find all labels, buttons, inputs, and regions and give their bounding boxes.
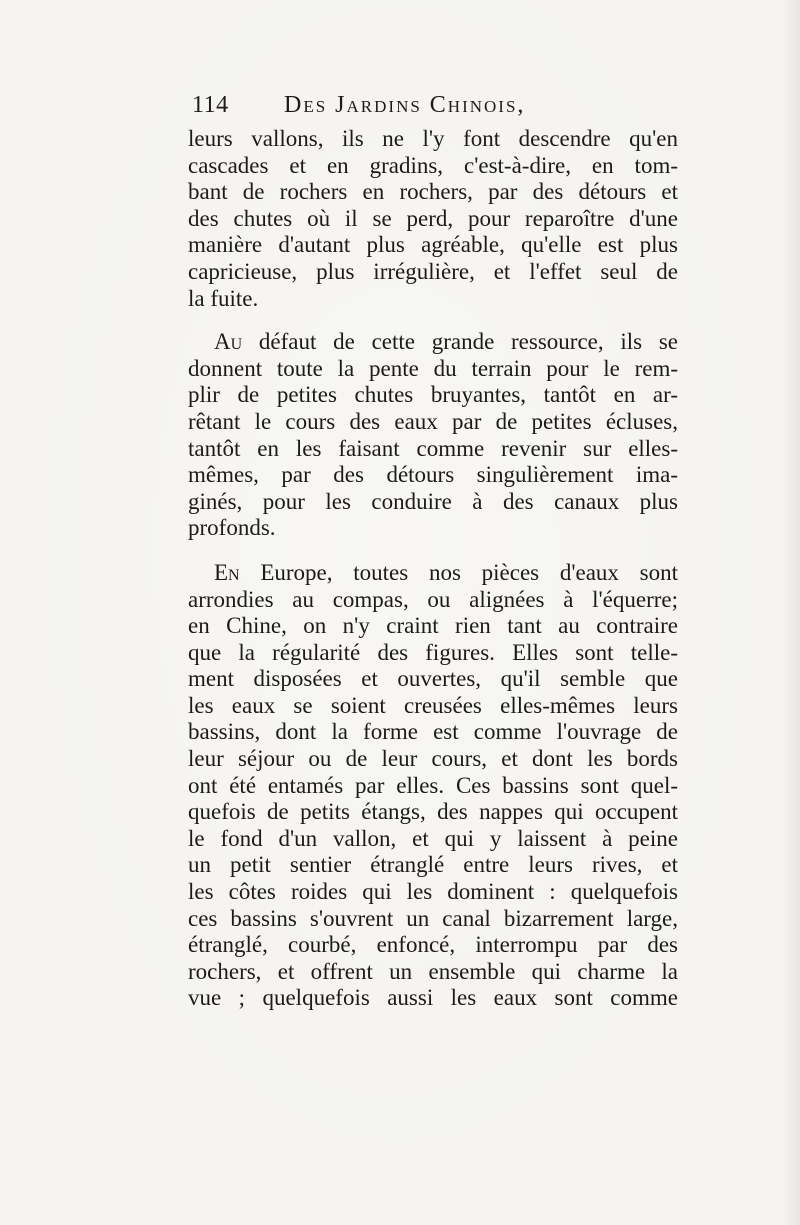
text-line: arrondies au compas, ou alignées à l'équerre; — [188, 586, 678, 612]
text-line: cascades et en gradins, c'est-à-dire, en tom- — [188, 152, 678, 178]
text-line: étranglé, courbé, enfoncé, interrompu par des — [188, 932, 678, 958]
text-line: en Chine, on n'y craint rien tant au contraire — [188, 613, 678, 639]
text-line: mêmes, par des détours singulièrement ima- — [188, 462, 678, 488]
paragraph-gap — [188, 542, 678, 560]
paragraph-3 — [188, 560, 678, 1012]
page-edge-shadow — [782, 0, 800, 1225]
text-line: plir de petites chutes bruyantes, tantôt en ar- — [188, 382, 678, 408]
text-line: donnent toute la pente du terrain pour le rem- — [188, 355, 678, 381]
text-line: les côtes roides qui les dominent : quelquefois — [188, 879, 678, 905]
text-line: ont été entamés par elles. Ces bassins sont quel- — [188, 772, 678, 798]
text-line: quefois de petits étangs, des nappes qui occupent — [188, 799, 678, 825]
paragraph-1 — [188, 126, 678, 312]
text-fragment: défaut de cette grande ressource, ils se — [242, 329, 678, 355]
paragraph-lead: En — [214, 559, 240, 585]
text-line: ginés, pour les conduire à des canaux plus — [188, 488, 678, 514]
text-line: bant de rochers en rochers, par des détours et — [188, 179, 678, 205]
text-line — [188, 560, 678, 587]
text-line: leur séjour ou de leur cours, et dont les bords — [188, 746, 678, 772]
text-line: le fond d'un vallon, et qui y laissent à peine — [188, 825, 678, 851]
text-line: ces bassins s'ouvrent un canal bizarrement large, — [188, 905, 678, 931]
text-line: rêtant le cours des eaux par de petites écluses, — [188, 408, 678, 434]
paragraph-lead: Au — [214, 329, 243, 355]
text-line: les eaux se soient creusées elles-mêmes leurs — [188, 692, 678, 718]
text-line: leurs vallons, ils ne l'y font descendre qu'en — [188, 126, 678, 151]
running-title: Des Jardins Chinois, — [284, 92, 526, 118]
text-line: des chutes où il se perd, pour reparoître d'une — [188, 205, 678, 231]
text-line: profonds. — [188, 515, 276, 541]
text-line — [188, 329, 678, 356]
paragraph-gap — [188, 312, 678, 329]
text-line: rochers, et offrent un ensemble qui charme la — [188, 958, 678, 984]
page-header — [192, 88, 684, 124]
text-line: vue ; quelquefois aussi les eaux sont comme — [188, 985, 678, 1011]
page-number: 114 — [192, 92, 229, 118]
text-line: que la régularité des figures. Elles sont telle- — [188, 639, 678, 665]
text-fragment: Europe, toutes nos pièces d'eaux sont — [239, 559, 678, 585]
body-text — [188, 126, 678, 1012]
text-line: capricieuse, plus irrégulière, et l'effet seul de — [188, 258, 678, 284]
text-line: manière d'autant plus agréable, qu'elle est plus — [188, 232, 678, 258]
text-line: bassins, dont la forme est comme l'ouvrage de — [188, 719, 678, 745]
paragraph-2 — [188, 329, 678, 542]
text-line: ment disposées et ouvertes, qu'il semble que — [188, 666, 678, 692]
text-line: la fuite. — [188, 285, 259, 311]
text-line: un petit sentier étranglé entre leurs rives, et — [188, 852, 678, 878]
text-line: tantôt en les faisant comme revenir sur elles- — [188, 435, 678, 461]
